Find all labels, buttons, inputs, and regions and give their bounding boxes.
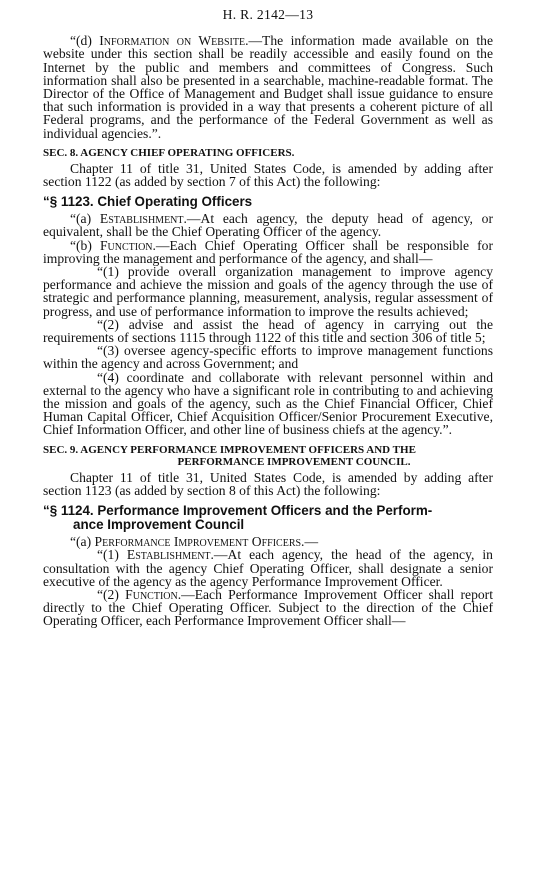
section-8-heading: SEC. 8. AGENCY CHIEF OPERATING OFFICERS. [43,146,295,159]
section-8-amendment-text: Chapter 11 of title 31, United States Code, is amended by adding after section 1122 (as added by section 7 of this Act) the following: [43,160,493,190]
section-1124-title-line2: ance Improvement Council [73,517,245,533]
running-head: H. R. 2142—13 [222,7,314,22]
section-9-heading [43,444,493,468]
paragraph-text: .—At each agency, the head of the agency, in consultation with the agency Chief Operating Officer, shall designate a senior executive of the agency as the agency Performance Improvement Officer. [43,547,493,589]
section-1124-title [43,504,493,532]
subsection-heading: Performance Improvement Officers [94,534,302,550]
paragraph-1-establishment [43,548,493,588]
subsection-heading: Function [99,237,153,253]
subsection-tail: .— [301,534,319,550]
paragraph-lead: “(2) [97,586,126,602]
subsection-text: .—At each agency, the deputy head of agency, or equivalent, shall be the Chief Operating Officer of the agency. [43,211,493,240]
paragraph-information-on-website [43,34,493,140]
paragraph-lead: “(d) [70,33,100,49]
paragraph-lead: “(1) [97,547,127,563]
subsection-b-function [43,239,493,265]
function-item-4: “(4) coordinate and collaborate with relevant personnel within and external to the agency who have a significant role in contributing to and achieving the mission and goals of the agency, such as the Chief Financial Officer, Chief Human Capital Officer, Chief Acquisition Officer/Senior Procurement Executive, Chief Information Officer, and other line of business chiefs at the agency.”. [43,369,493,438]
function-item-1: “(1) provide overall organization management to improve agency performance and achieve the mission and goals of the agency through the use of strategic and performance planning, measurement, analysis, regular assessment of progress, and use of performance information to improve the results achieved; [43,264,493,319]
subsection-heading: Establishment [99,211,184,227]
document-page [43,8,493,628]
subsection-lead: “(a) [70,211,100,227]
subsection-lead: “(b) [70,237,100,253]
paragraph-heading: Information on Website [99,33,246,49]
section-9-heading-line1: SEC. 9. AGENCY PERFORMANCE IMPROVEMENT OFFICERS AND THE [43,443,416,456]
function-item-2: “(2) advise and assist the head of agency in carrying out the requirements of sections 1115 through 1122 of this title and section 306 of title 5; [43,316,493,346]
paragraph-heading: Function [125,586,178,602]
section-9-amendment-text: Chapter 11 of title 31, United States Code, is amended by adding after section 1123 (as added by section 8 of this Act) the following: [43,469,493,498]
function-item-3: “(3) oversee agency-specific efforts to improve management functions within the agency and across Government; and [43,343,493,372]
paragraph-text: .—The information made available on the website under this section shall be readily accessible and easily found on the Internet by the public and members and committees of Congress. Such information shall also be presented in a searchable, machine-readable format. The Director of the Office of Management and Budget shall issue guidance to ensure that such information is provided in a way that presents a coherent picture of all Federal programs, and the performance of the Federal Government as well as individual agencies.”. [43,33,493,141]
subsection-text: .—Each Chief Operating Officer shall be responsible for improving the management and performance of the agency, and shall— [43,237,493,266]
section-1123-title: “§ 1123. Chief Operating Officers [43,194,253,210]
paragraph-2-function [43,588,493,628]
section-1124-title-line1: “§ 1124. Performance Improvement Officers and the Perform- [43,503,433,519]
paragraph-heading: Establishment [126,547,211,563]
paragraph-text: .—Each Performance Improvement Officer shall report directly to the Chief Operating Officer. Subject to the direction of the Chief Operating Officer, each Performance Improvement Officer shall— [43,586,493,629]
subsection-lead: “(a) [70,534,95,550]
section-9-heading-line2: PERFORMANCE IMPROVEMENT COUNCIL. [177,455,411,468]
subsection-a-establishment [43,212,493,238]
